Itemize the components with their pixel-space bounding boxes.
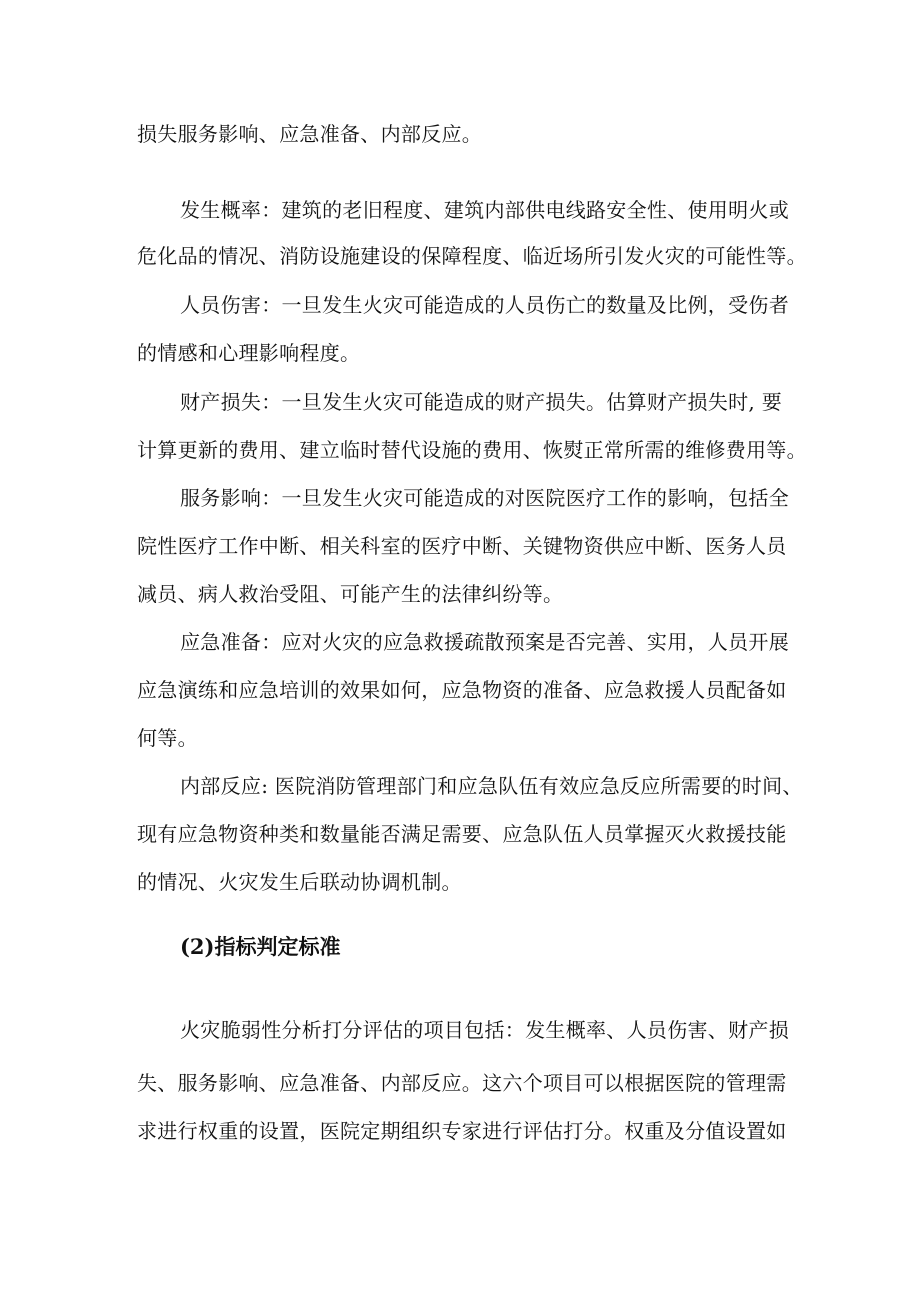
text-line: 损失服务影响、应急准备、内部反应。 [137,122,483,146]
text-line: 内部反应: 医院消防管理部门和应急队伍有效应急反应所需要的时间、 [180,774,803,798]
text-line: 何等。 [137,726,198,750]
text-line: 财产损失：一旦发生火灾可能造成的财产损失。估算财产损失时, 要 [180,390,783,414]
text-line: 应急演练和应急培训的效果如何，应急物资的准备、应急救援人员配备如 [137,678,787,702]
text-line: 应急准备：应对火灾的应急救援疏散预案是否完善、实用，人员开展 [180,630,789,654]
text-line: 的情感和心理影响程度。 [137,341,361,365]
section-heading: (2)指标判定标准 [180,934,341,959]
text-line: 失、服务影响、应急准备、内部反应。这六个项目可以根据医院的管理需 [137,1071,787,1095]
text-line: 火灾脆弱性分析打分评估的项目包括：发生概率、人员伤害、财产损 [180,1018,789,1042]
text-line: 服务影响：一旦发生火灾可能造成的对医院医疗工作的影响，包括全 [180,486,789,510]
text-line: 发生概率：建筑的老旧程度、建筑内部供电线路安全性、使用明火或 [180,198,789,222]
text-line: 院性医疗工作中断、相关科室的医疗中断、关键物资供应中断、医务人员 [137,534,787,558]
text-line: 求进行权重的设置，医院定期组织专家进行评估打分。权重及分值设置如 [137,1119,787,1143]
text-line: 人员伤害：一旦发生火灾可能造成的人员伤亡的数量及比例，受伤者 [180,293,789,317]
text-line: 计算更新的费用、建立临时替代设施的费用、恢熨正常所需的维修费用等。 [137,438,807,462]
text-line: 减员、病人救治受阻、可能产生的法律纠纷等。 [137,582,564,606]
text-line: 危化品的情况、消防设施建设的保障程度、临近场所引发火灾的可能性等。 [137,244,807,268]
text-line: 的情况、火灾发生后联动协调机制。 [137,870,462,894]
text-line: 现有应急物资种类和数量能否满足需要、应急队伍人员掌握灭火救援技能 [137,822,787,846]
